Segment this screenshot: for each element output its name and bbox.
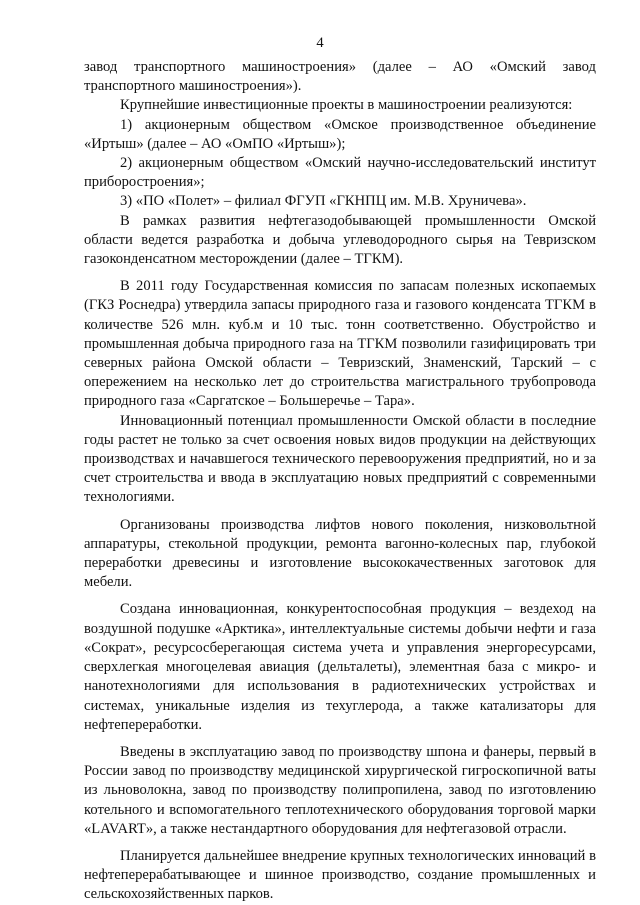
paragraph-innovation-potential: Инновационный потенциал промышленности Омской области в последние годы растет не только за счет освоения новых видов продукции на действующих производствах и начавшегося технического перевооружения предприятий, но и за счет строительства и ввода в эксплуатацию новых предприятий с современными технологиями. <box>84 412 596 506</box>
paragraph-oil-gas: В рамках развития нефтегазодобывающей промышленности Омской области ведется разработка и добыча углеводородного сырья на Тевризском газоконденсатном месторождении (далее – ТГКМ). <box>84 212 596 268</box>
paragraph-innovative-products: Создана инновационная, конкурентоспособная продукция – вездеход на воздушной подушке «Арктика», интеллектуальные системы добычи нефти и газа «Сократ», ресурсосберегающая система учета и управления энергоресурсами, сверхлегкая многоцелевая авиация (дельталеты), элементная база с микро- и нанотехнологиями для использования в радиотехнических устройствах и системах, уникальные изделия из техуглерода, а также катализаторы для нефтепереработки. <box>84 601 596 733</box>
paragraph-projects-intro: Крупнейшие инвестиционные проекты в машиностроении реализуются: <box>120 97 573 114</box>
paragraph-new-production: Организованы производства лифтов нового поколения, низковольтной аппаратуры, стекольной продукции, ремонта вагонно-колесных пар, глубокой переработки древесины и изготовление высококачественных заготовок для мебели. <box>84 516 596 591</box>
paragraph-project-1: 1) акционерным обществом «Омское производственное объединение «Иртыш» (далее – АО «ОмПО «Иртыш»); <box>84 116 596 152</box>
paragraph-planned-innovations: Планируется дальнейшее внедрение крупных технологических инноваций в нефтеперерабатывающее и шинное производство, создание промышленных и сельскохозяйственных парков. <box>84 847 596 903</box>
paragraph-new-plants: Введены в эксплуатацию завод по производству шпона и фанеры, первый в России завод по производству медицинской хирургической гигроскопичной ваты из льноволокна, завод по производству полипропилена, завод по изготовлению котельного и вспомогательного теплотехнического оборудования торговой марки «LAVART», а также нестандартного оборудования для нефтегазовой отрасли. <box>84 743 596 837</box>
body-text <box>84 58 596 905</box>
paragraph-continuation: завод транспортного машиностроения» (далее – АО «Омский завод транспортного машиностроения»). <box>84 59 596 95</box>
paragraph-project-2: 2) акционерным обществом «Омский научно-исследовательский институт приборостроения»; <box>84 155 596 191</box>
paragraph-gkz-2011: В 2011 году Государственная комиссия по запасам полезных ископаемых (ГКЗ Роснедра) утвердила запасы природного газа и газового конденсата ТГКМ в количестве 526 млн. куб.м и 10 тыс. тонн соответственно. Обустройство и промышленная добыча природного газа на ТГКМ позволили газифицировать три северных района Омской области – Тевризский, Знаменский, Тарский – с опережением на несколько лет до строительства магистрального трубопровода природного газа «Саргатское – Большеречье – Тара». <box>84 278 596 410</box>
paragraph-project-3: 3) «ПО «Полет» – филиал ФГУП «ГКНПЦ им. М.В. Хруничева». <box>120 193 527 210</box>
page-number: 4 <box>316 35 324 51</box>
